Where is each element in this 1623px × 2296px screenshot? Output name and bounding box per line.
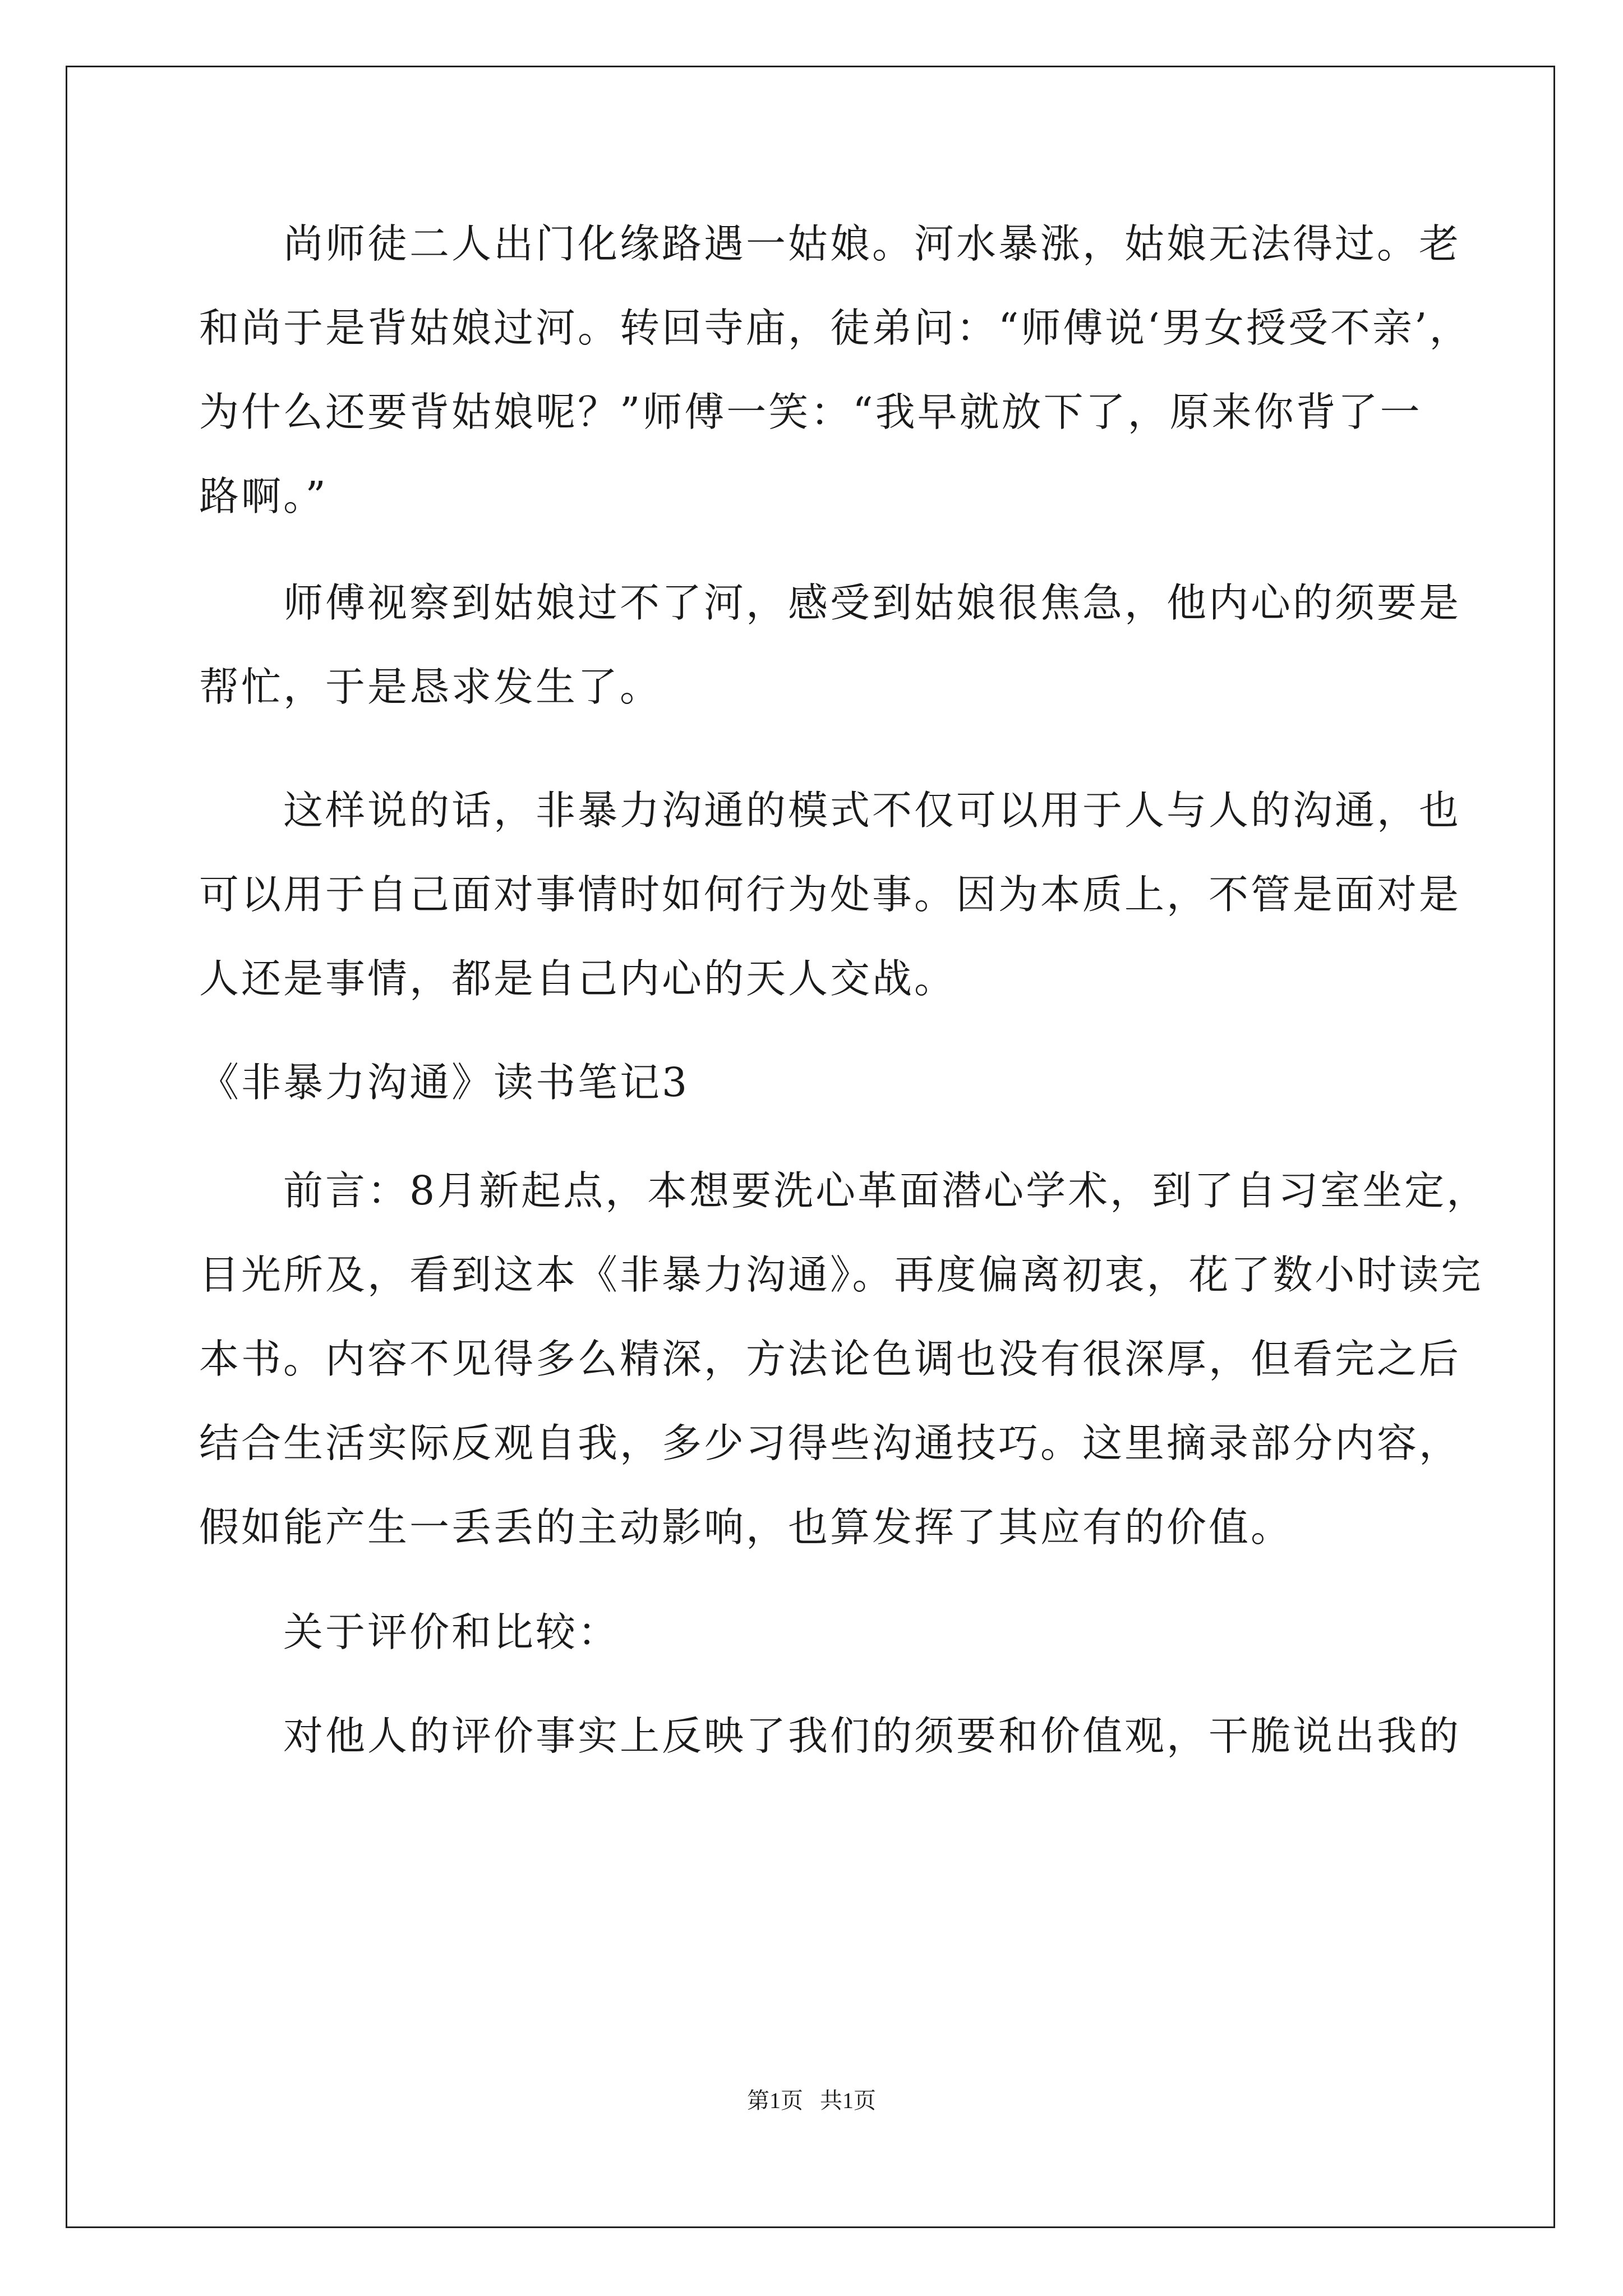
paragraph-4-line-5: 假如能产生一丢丢的主动影响，也算发挥了其应有的价值。: [199, 1504, 1293, 1550]
paragraph-2-line-1: 师傅视察到姑娘过不了河，感受到姑娘很焦急，他内心的须要是: [283, 579, 1461, 626]
paragraph-6-line-1: 对他人的评价事实上反映了我们的须要和价值观，干脆说出我的: [283, 1713, 1461, 1759]
section-heading: 《非暴力沟通》读书笔记3: [199, 1059, 690, 1106]
paragraph-1-line-3: 为什么还要背姑娘呢？”师傅一笑：“我早就放下了，原来你背了一: [199, 389, 1422, 435]
paragraph-4-line-4: 结合生活实际反观自我，多少习得些沟通技巧。这里摘录部分内容，: [199, 1420, 1461, 1466]
paragraph-3-line-2: 可以用于自己面对事情时如何行为处事。因为本质上，不管是面对是: [199, 871, 1461, 918]
paragraph-1-line-1: 尚师徒二人出门化缘路遇一姑娘。河水暴涨，姑娘无法得过。老: [283, 220, 1461, 267]
paragraph-2-line-2: 帮忙，于是恳求发生了。: [199, 664, 662, 710]
paragraph-4-line-1: 前言：8月新起点，本想要洗心革面潜心学术，到了自习室坐定，: [283, 1167, 1489, 1214]
paragraph-3-line-3: 人还是事情，都是自己内心的天人交战。: [199, 955, 957, 1002]
paragraph-4-line-3: 本书。内容不见得多么精深，方法论色调也没有很深厚，但看完之后: [199, 1336, 1461, 1382]
paragraph-1-line-4: 路啊。”: [199, 473, 328, 519]
page-footer: 第1页 共1页: [747, 2088, 876, 2113]
paragraph-4-line-2: 目光所及，看到这本《非暴力沟通》。再度偏离初衷，花了数小时读完: [199, 1251, 1483, 1298]
paragraph-3-line-1: 这样说的话，非暴力沟通的模式不仅可以用于人与人的沟通，也: [283, 787, 1461, 834]
paragraph-5-line-1: 关于评价和比较：: [283, 1609, 620, 1655]
paragraph-1-line-2: 和尚于是背姑娘过河。转回寺庙，徒弟问：“师傅说‘男女授受不亲’，: [199, 305, 1472, 351]
